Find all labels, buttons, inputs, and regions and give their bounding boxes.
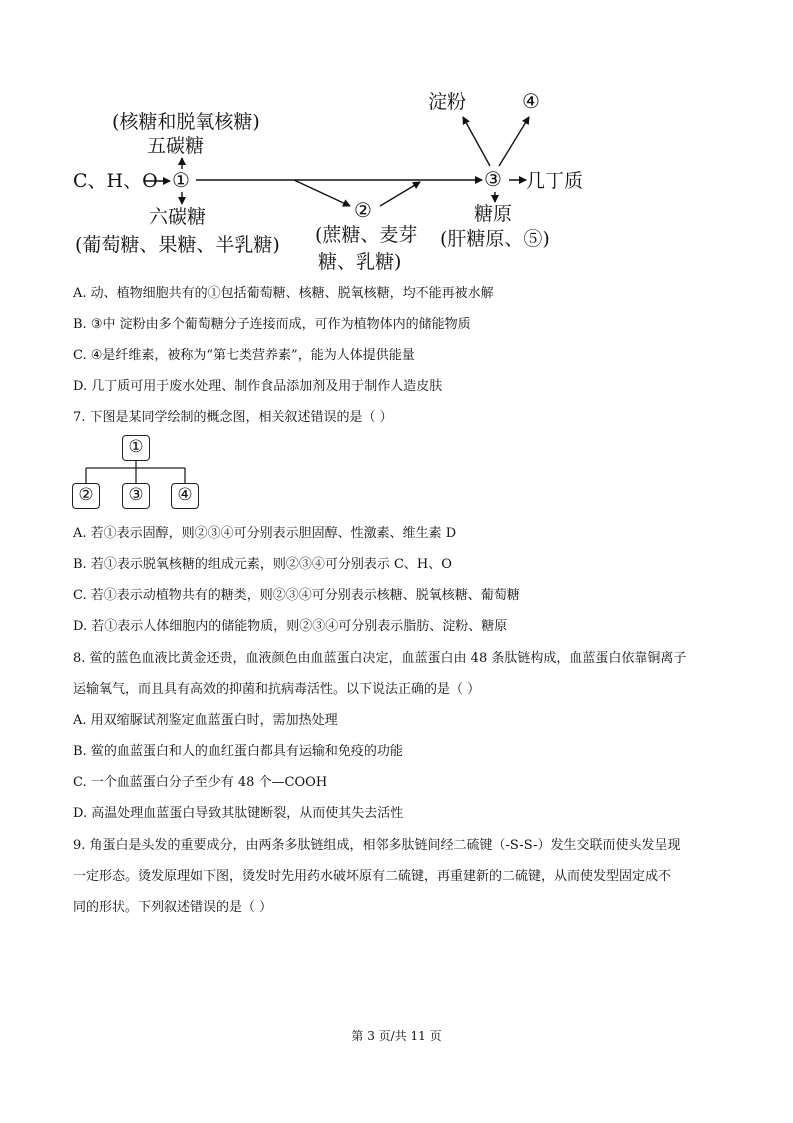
arrow-3-to-4 (499, 117, 529, 166)
q7-option-c: C. 若①表示动植物共有的糖类，则②③④可分别表示核糖、脱氧核糖、葡萄糖 (73, 588, 520, 603)
arrow-2-to-3 (380, 182, 420, 206)
node-2: ② (354, 198, 372, 222)
node-4: ④ (522, 89, 540, 113)
q9-line1: 9. 角蛋白是头发的重要成分，由两条多肽链组成，相邻多肽链间经二硫键（-S-S-）发生交联而使头发呈现 (73, 838, 681, 853)
q7-option-a: A. 若①表示固醇，则②③④可分别表示胆固醇、性激素、维生素 D (73, 526, 457, 541)
q8-option-a: A. 用双缩脲试剂鉴定血蓝蛋白时，需加热处理 (73, 713, 338, 728)
concept-node-2: ② (72, 483, 100, 509)
disaccharide-line2: 糖、乳糖) (318, 251, 402, 273)
arrow-3-to-starch (463, 117, 490, 166)
node-1: ① (172, 168, 190, 192)
q6-option-d: D. 几丁质可用于废水处理、制作食品添加剂及用于制作人造皮肤 (73, 379, 443, 394)
q7-option-b: B. 若①表示脱氧核糖的组成元素，则②③④可分别表示 C、H、O (73, 557, 452, 572)
q8-option-c: C. 一个血蓝蛋白分子至少有 48 个—COOH (73, 775, 328, 790)
q8-option-d: D. 高温处理血蓝蛋白导致其肽键断裂，从而使其失去活性 (73, 806, 404, 821)
glycogen-label: 糖原 (474, 203, 513, 225)
page-footer: 第 3 页/共 11 页 (351, 1029, 442, 1043)
pentose-label: 五碳糖 (147, 135, 205, 157)
q8-stem-line1: 8. 鲎的蓝色血液比黄金还贵，血液颜色由血蓝蛋白决定，血蓝蛋白由 48 条肽链构成，血蓝蛋白依靠铜离子 (73, 651, 687, 666)
q7-stem: 7. 下图是某同学绘制的概念图，相关叙述错误的是（ ） (73, 410, 393, 425)
q8-option-b: B. 鲎的血蓝蛋白和人的血红蛋白都具有运输和免疫的功能 (73, 744, 403, 759)
chitin-label: 几丁质 (526, 170, 584, 192)
hexose-examples: (葡萄糖、果糖、半乳糖) (75, 234, 280, 256)
q6-option-b: B. ③中 淀粉由多个葡萄糖分子连接而成，可作为植物体内的储能物质 (73, 317, 471, 332)
hexose-label: 六碳糖 (149, 206, 207, 228)
starch-label: 淀粉 (428, 91, 467, 113)
q9-line2: 一定形态。烫发原理如下图，烫发时先用药水破坏原有二硫键，再重建新的二硫键，从而使发型固定成不 (73, 869, 672, 884)
q8-stem-line2: 运输氧气，而且具有高效的抑菌和抗病毒活性。以下说法正确的是（ ） (73, 682, 481, 697)
q6-option-a: A. 动、植物细胞共有的①包括葡萄糖、核糖、脱氧核糖，均不能再被水解 (73, 286, 494, 301)
pentose-examples: (核糖和脱氧核糖) (112, 111, 260, 133)
q6-option-c: C. ④是纤维素，被称为“第七类营养素”，能为人体提供能量 (73, 348, 415, 363)
concept-node-1: ① (122, 435, 150, 461)
q7-option-d: D. 若①表示人体细胞内的储能物质，则②③④可分别表示脂肪、淀粉、糖原 (73, 619, 508, 634)
concept-node-3: ③ (122, 483, 150, 509)
node-3: ③ (484, 167, 502, 191)
arrow-to-2 (294, 180, 350, 206)
q9-line3: 同的形状。下列叙述错误的是（ ） (73, 900, 273, 915)
source-elements: C、H、O (73, 170, 158, 192)
concept-node-4: ④ (171, 483, 199, 509)
glycogen-examples: (肝糖原、⑤) (440, 228, 550, 250)
disaccharide-line1: (蔗糖、麦芽 (315, 224, 418, 246)
